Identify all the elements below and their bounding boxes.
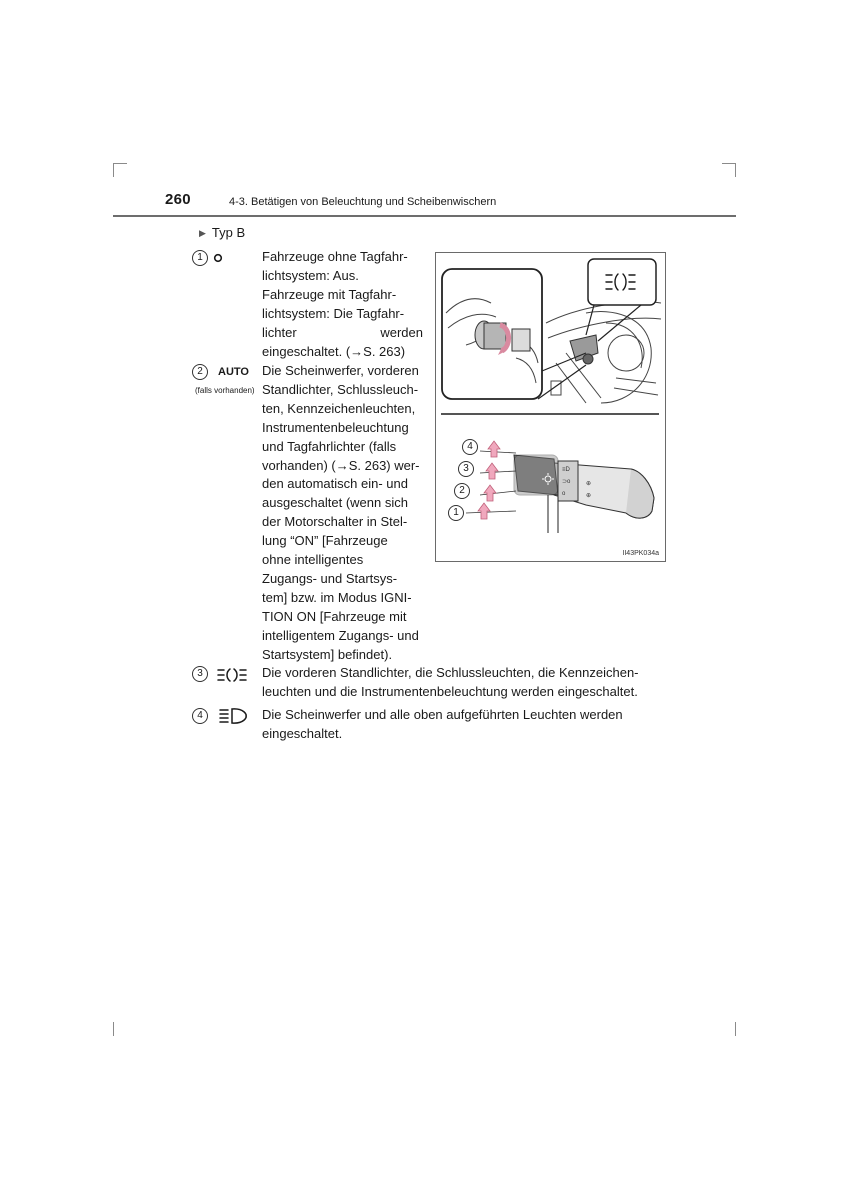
text-line: den automatisch ein- und: [262, 476, 408, 492]
item-number-3: 3: [192, 666, 208, 682]
crop-mark-bottom-right: [735, 1022, 736, 1036]
dashboard-illustration: [436, 253, 665, 413]
text-line: Fahrzeuge mit Tagfahr-: [262, 286, 397, 302]
text-line: Instrumentenbeleuchtung: [262, 419, 409, 435]
text-line-part: lichter: [262, 324, 297, 340]
triangle-bullet-icon: ▶: [199, 228, 206, 238]
svg-text:⊕: ⊕: [586, 493, 592, 499]
text-line: Fahrzeuge ohne Tagfahr-: [262, 249, 408, 264]
crop-mark-top-right-h: [722, 163, 736, 164]
figure-divider: [441, 413, 659, 415]
item-1-text: [262, 248, 423, 361]
chapter-title: 4-3. Betätigen von Beleuchtung und Scheibenwischern: [229, 196, 497, 208]
page-number: 260: [165, 191, 191, 208]
text-line: ten, Kennzeichenleuchten,: [262, 400, 416, 416]
item-2-text: [262, 362, 423, 665]
text-line: der Motorschalter in Stel-: [262, 514, 408, 530]
figure-label-2: 2: [454, 483, 470, 499]
text-line: tem] bzw. im Modus IGNI-: [262, 589, 412, 605]
item-4-text: [262, 706, 659, 744]
falls-vorhanden-note: (falls vorhanden): [195, 386, 255, 395]
text-line: lung “ON” [Fahrzeuge: [262, 533, 388, 549]
item-number-2: 2: [192, 364, 208, 380]
svg-text:o: o: [562, 491, 566, 497]
text-line: vorhanden) (→S. 263) wer-: [262, 457, 420, 473]
crop-mark-top-left-v: [113, 163, 114, 177]
svg-text:≡D: ≡D: [562, 467, 570, 473]
page-header: [113, 188, 736, 218]
crop-mark-top-right-v: [735, 163, 736, 177]
svg-text:⊕: ⊕: [586, 481, 592, 487]
text-line: eingeschaltet. (→S. 263): [262, 343, 406, 359]
text-line: lichtsystem: Aus.: [262, 267, 359, 283]
text-line: eingeschaltet.: [262, 725, 343, 741]
crop-mark-top-left-h: [113, 163, 127, 164]
auto-symbol: AUTO: [218, 366, 249, 378]
text-line: und Tagfahrlichter (falls: [262, 438, 397, 454]
text-line-part: werden: [380, 324, 423, 340]
text-line: [262, 324, 423, 343]
text-line: leuchten und die Instrumentenbeleuchtung werden eingeschaltet.: [262, 683, 638, 699]
light-switch-figure: [435, 252, 666, 562]
parking-light-icon: [216, 666, 248, 684]
crop-mark-bottom-left: [113, 1022, 114, 1036]
text-line: intelligentem Zugangs- und: [262, 627, 419, 643]
section-label-text: Typ B: [211, 225, 246, 240]
headlight-icon: [218, 707, 248, 725]
text-line: TION ON [Fahrzeuge mit: [262, 608, 407, 624]
item-number-4: 4: [192, 708, 208, 724]
o-symbol-icon: [213, 253, 223, 263]
figure-label-4: 4: [462, 439, 478, 455]
text-line: Zugangs- und Startsys-: [262, 570, 398, 586]
figure-code: II43PK034a: [622, 550, 659, 557]
section-label: [199, 225, 245, 240]
figure-label-1: 1: [448, 505, 464, 521]
text-line: ausgeschaltet (wenn sich: [262, 495, 408, 511]
text-line: Die Scheinwerfer und alle oben aufgeführten Leuchten werden: [262, 707, 623, 722]
text-line: Standlichter, Schlussleuch-: [262, 381, 419, 397]
text-line: Die vorderen Standlichter, die Schlussleuchten, die Kennzeichen-: [262, 665, 639, 680]
item-number-1: 1: [192, 250, 208, 266]
item-3-text: [262, 664, 659, 702]
text-line: Startsystem] befindet).: [262, 646, 393, 662]
header-rule: [113, 215, 736, 217]
text-line: lichtsystem: Die Tagfahr-: [262, 305, 405, 321]
figure-label-3: 3: [458, 461, 474, 477]
svg-text:⊃o: ⊃o: [562, 479, 571, 485]
text-line: Die Scheinwerfer, vorderen: [262, 363, 419, 378]
text-line: ohne intelligentes: [262, 552, 364, 568]
